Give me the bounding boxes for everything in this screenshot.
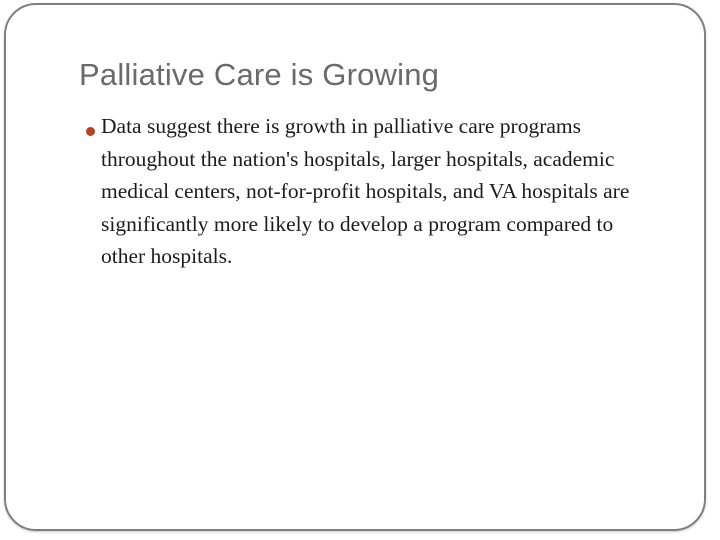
bullet-text-line: other hospitals.	[101, 244, 233, 268]
bullet-text-line: significantly more likely to develop a program compared to	[101, 211, 614, 236]
bullet-text-block	[101, 110, 629, 273]
bullet-text-line: throughout the nation's hospitals, larger hospitals, academic	[101, 146, 615, 171]
slide-title: Palliative Care is Growing	[79, 57, 440, 92]
bullet-text-line: medical centers, not-for-profit hospitals, and VA hospitals are	[101, 179, 630, 203]
bullet-text-line: Data suggest there is growth in palliative care programs	[101, 114, 582, 138]
bullet-marker-icon	[86, 127, 95, 136]
